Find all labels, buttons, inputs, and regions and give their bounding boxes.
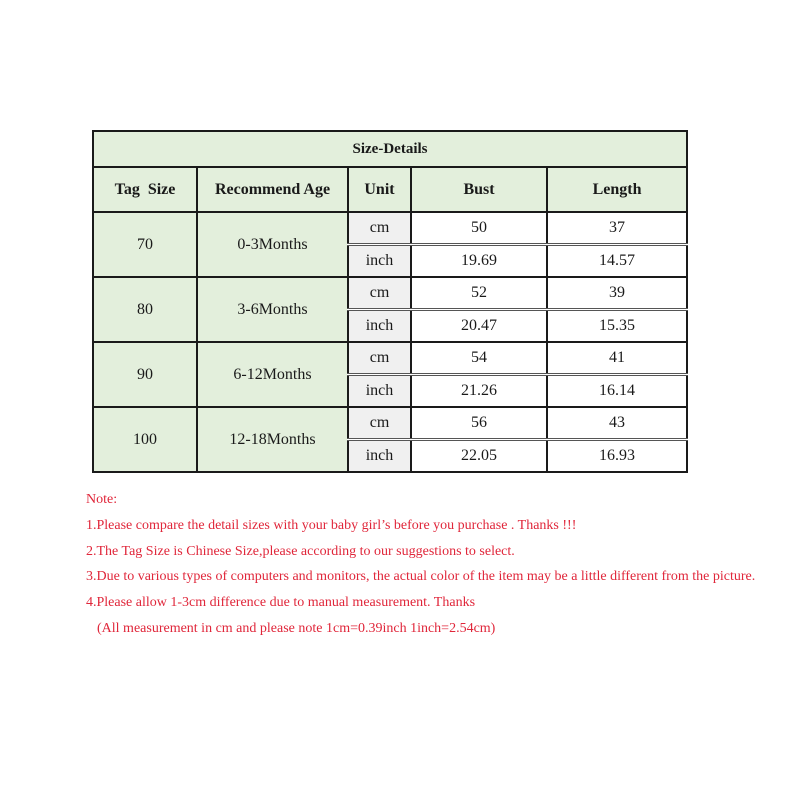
age-cell: 3-6Months	[197, 277, 348, 342]
table-row	[93, 277, 687, 310]
length-cell: 37	[547, 212, 687, 245]
note-item: 1.Please compare the detail sizes with your baby girl’s before you purchase . Thanks !!!	[86, 517, 577, 533]
length-cell: 14.57	[547, 245, 687, 278]
note-footnote: (All measurement in cm and please note 1cm=0.39inch 1inch=2.54cm)	[97, 620, 496, 636]
table-row	[93, 407, 687, 440]
notes-section	[86, 490, 755, 645]
table-row	[93, 342, 687, 375]
unit-cell: cm	[348, 277, 411, 310]
age-cell: 12-18Months	[197, 407, 348, 472]
header-unit: Unit	[348, 167, 411, 212]
tag-size-cell: 70	[93, 212, 197, 277]
note-item: 3.Due to various types of computers and monitors, the actual color of the item may be a little different from the picture.	[86, 569, 756, 585]
bust-cell: 19.69	[411, 245, 547, 278]
unit-cell: cm	[348, 342, 411, 375]
age-cell: 0-3Months	[197, 212, 348, 277]
tag-size-cell: 90	[93, 342, 197, 407]
bust-cell: 56	[411, 407, 547, 440]
note-item: 4.Please allow 1-3cm difference due to manual measurement. Thanks	[86, 595, 476, 611]
unit-cell: cm	[348, 407, 411, 440]
header-length: Length	[547, 167, 687, 212]
table-title-row	[93, 131, 687, 167]
bust-cell: 20.47	[411, 310, 547, 343]
length-cell: 39	[547, 277, 687, 310]
length-cell: 16.14	[547, 375, 687, 408]
unit-cell: inch	[348, 375, 411, 408]
unit-cell: cm	[348, 212, 411, 245]
size-details-table	[92, 130, 688, 473]
length-cell: 41	[547, 342, 687, 375]
unit-cell: inch	[348, 245, 411, 278]
column-header-row	[93, 167, 687, 212]
bust-cell: 54	[411, 342, 547, 375]
notes-heading: Note:	[86, 492, 118, 507]
bust-cell: 52	[411, 277, 547, 310]
tag-size-cell: 100	[93, 407, 197, 472]
tag-size-cell: 80	[93, 277, 197, 342]
length-cell: 16.93	[547, 440, 687, 473]
bust-cell: 22.05	[411, 440, 547, 473]
bust-cell: 50	[411, 212, 547, 245]
age-cell: 6-12Months	[197, 342, 348, 407]
unit-cell: inch	[348, 440, 411, 473]
length-cell: 43	[547, 407, 687, 440]
header-bust: Bust	[411, 167, 547, 212]
bust-cell: 21.26	[411, 375, 547, 408]
header-recommend-age: Recommend Age	[197, 167, 348, 212]
table-title: Size-Details	[93, 131, 687, 167]
table-row	[93, 212, 687, 245]
header-tag-size: Tag Size	[93, 167, 197, 212]
note-item: 2.The Tag Size is Chinese Size,please according to our suggestions to select.	[86, 543, 515, 559]
unit-cell: inch	[348, 310, 411, 343]
length-cell: 15.35	[547, 310, 687, 343]
